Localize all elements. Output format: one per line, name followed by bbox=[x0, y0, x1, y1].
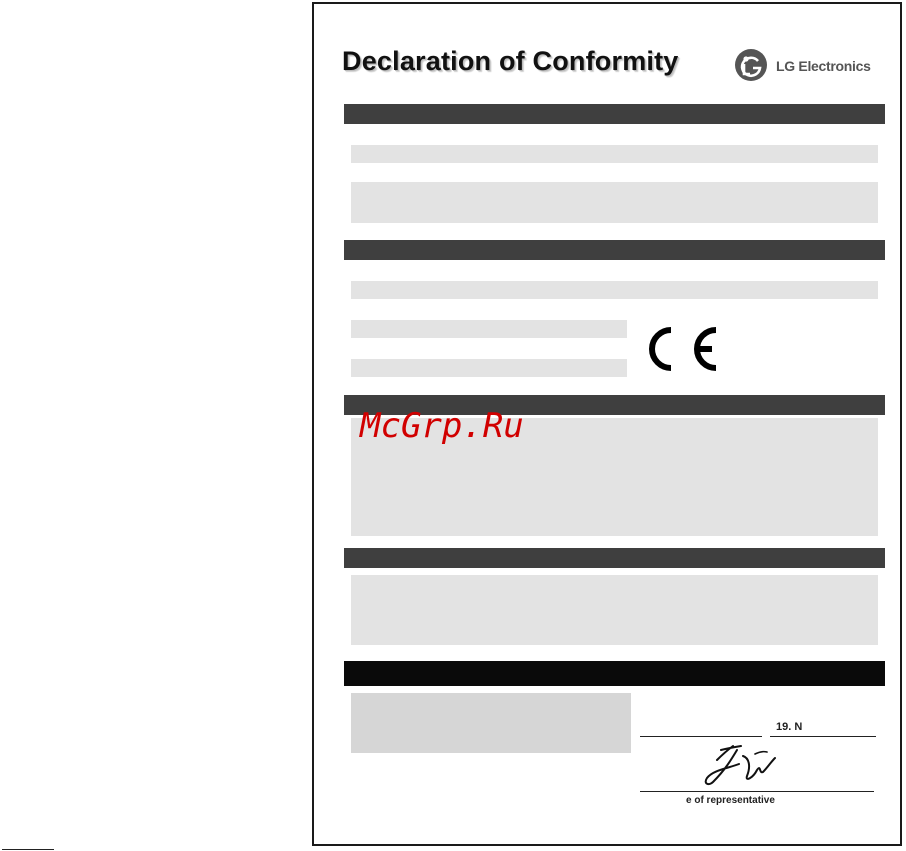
page-title: Declaration of Conformity bbox=[342, 46, 679, 76]
representative-label: e of representative bbox=[686, 795, 775, 806]
form-field-5 bbox=[351, 359, 627, 377]
date-line-right bbox=[770, 736, 876, 737]
lg-logo-icon bbox=[733, 47, 769, 83]
footer-rule bbox=[2, 849, 54, 850]
form-field-1 bbox=[351, 145, 878, 163]
date-label: 19. N bbox=[776, 721, 803, 733]
ce-mark-icon bbox=[644, 325, 724, 373]
handwritten-signature bbox=[695, 738, 795, 790]
form-field-8 bbox=[351, 693, 631, 753]
form-field-4 bbox=[351, 320, 627, 338]
section-bar-2 bbox=[344, 240, 885, 260]
section-bar-5 bbox=[344, 661, 885, 686]
form-field-7 bbox=[351, 575, 878, 645]
signature-line bbox=[640, 791, 874, 792]
brand-name: LG Electronics bbox=[776, 58, 871, 74]
form-field-2 bbox=[351, 182, 878, 223]
section-bar-1 bbox=[344, 104, 885, 124]
date-line-left bbox=[640, 736, 762, 737]
form-field-3 bbox=[351, 281, 878, 299]
watermark-text: McGrp.Ru bbox=[360, 406, 524, 446]
section-bar-4 bbox=[344, 548, 885, 568]
